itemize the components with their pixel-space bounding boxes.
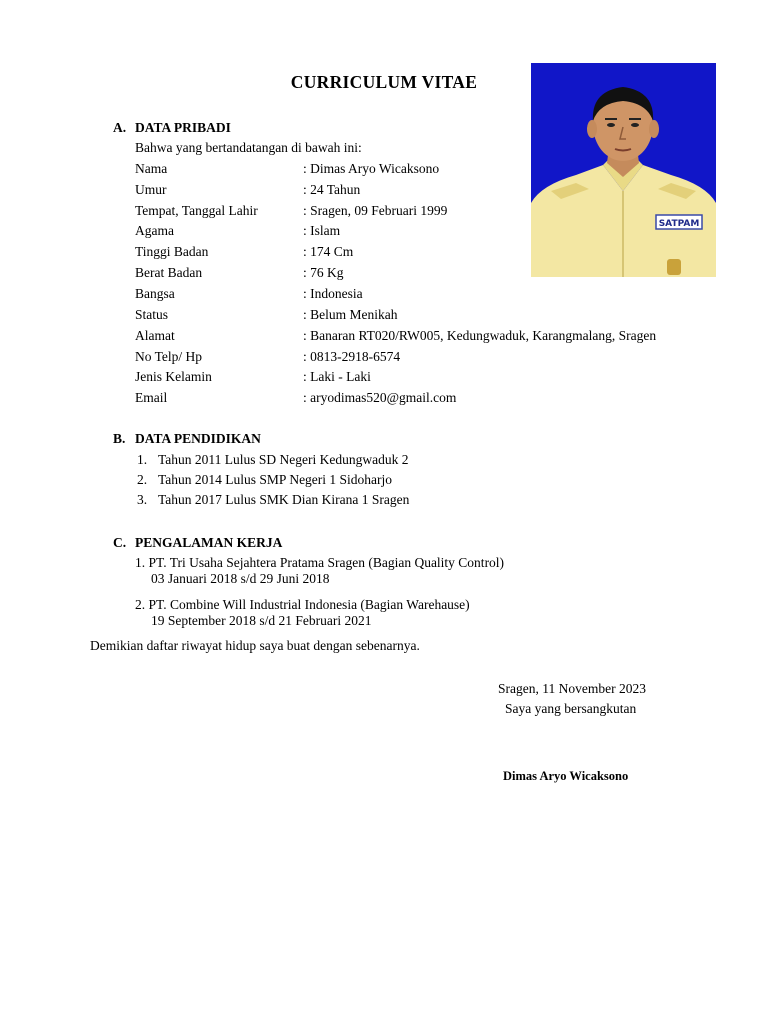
field-label-age: Umur bbox=[135, 182, 167, 197]
section-a-letter: A. bbox=[113, 120, 127, 135]
field-label-address: Alamat bbox=[135, 328, 175, 343]
section-b-heading: DATA PENDIDIKAN bbox=[135, 431, 261, 446]
field-label-weight: Berat Badan bbox=[135, 265, 203, 280]
field-label-birth: Tempat, Tanggal Lahir bbox=[135, 203, 258, 218]
field-value-address: : Banaran RT020/RW005, Kedungwaduk, Karangmalang, Sragen bbox=[303, 328, 657, 343]
education-item: Tahun 2014 Lulus SMP Negeri 1 Sidoharjo bbox=[158, 472, 393, 487]
education-item: Tahun 2011 Lulus SD Negeri Kedungwaduk 2 bbox=[158, 452, 409, 467]
field-value-age: : 24 Tahun bbox=[303, 182, 361, 197]
page-title: CURRICULUM VITAE bbox=[290, 72, 478, 92]
section-c-heading: PENGALAMAN KERJA bbox=[135, 535, 283, 550]
field-value-nationality: : Indonesia bbox=[303, 286, 363, 301]
field-value-email: : aryodimas520@gmail.com bbox=[303, 390, 457, 405]
field-value-phone: : 0813-2918-6574 bbox=[303, 349, 401, 364]
field-label-nationality: Bangsa bbox=[135, 286, 175, 301]
profile-photo bbox=[531, 63, 716, 277]
education-item-number: 2. bbox=[137, 472, 148, 487]
field-label-gender: Jenis Kelamin bbox=[135, 369, 212, 384]
work-item-period: 03 Januari 2018 s/d 29 Juni 2018 bbox=[151, 571, 330, 586]
signature-role: Saya yang bersangkutan bbox=[505, 701, 637, 716]
field-value-birth: : Sragen, 09 Februari 1999 bbox=[303, 203, 448, 218]
work-item-period: 19 September 2018 s/d 21 Februari 2021 bbox=[151, 613, 372, 628]
section-c-letter: C. bbox=[113, 535, 127, 550]
signature-place-date: Sragen, 11 November 2023 bbox=[498, 681, 646, 696]
field-value-name: : Dimas Aryo Wicaksono bbox=[303, 161, 440, 176]
field-label-email: Email bbox=[135, 390, 168, 405]
field-label-status: Status bbox=[135, 307, 169, 322]
field-value-status: : Belum Menikah bbox=[303, 307, 398, 322]
field-label-height: Tinggi Badan bbox=[135, 244, 209, 259]
education-item-number: 1. bbox=[137, 452, 148, 467]
field-value-gender: : Laki - Laki bbox=[303, 369, 371, 384]
svg-text:SATPAM: SATPAM bbox=[658, 219, 700, 229]
field-label-religion: Agama bbox=[135, 223, 174, 238]
work-item-title: 2. PT. Combine Will Industrial Indonesia (Bagian Warehause) bbox=[135, 597, 470, 612]
section-a-intro: Bahwa yang bertandatangan di bawah ini: bbox=[135, 140, 362, 155]
field-value-weight: : 76 Kg bbox=[303, 265, 344, 280]
section-a-heading: DATA PRIBADI bbox=[135, 120, 231, 135]
field-label-name: Nama bbox=[135, 161, 168, 176]
section-b-letter: B. bbox=[113, 431, 126, 446]
education-item-number: 3. bbox=[137, 492, 148, 507]
field-value-height: : 174 Cm bbox=[303, 244, 354, 259]
closing-statement: Demikian daftar riwayat hidup saya buat dengan sebenarnya. bbox=[90, 638, 420, 653]
field-label-phone: No Telp/ Hp bbox=[135, 349, 203, 364]
work-item-title: 1. PT. Tri Usaha Sejahtera Pratama Sragen (Bagian Quality Control) bbox=[135, 555, 505, 570]
signature-name: Dimas Aryo Wicaksono bbox=[503, 769, 629, 783]
education-item: Tahun 2017 Lulus SMK Dian Kirana 1 Sragen bbox=[158, 492, 410, 507]
field-value-religion: : Islam bbox=[303, 223, 341, 238]
